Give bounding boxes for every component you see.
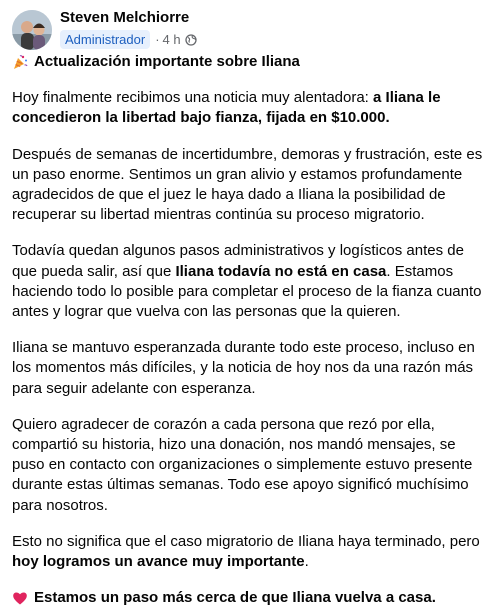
paragraph-1-text: Hoy finalmente recibimos una noticia muy alentadora: [12, 89, 374, 107]
post-subline [60, 30, 197, 49]
paragraph-2: Después de semanas de incertidumbre, demoras y frustración, este es un paso enorme. Sentimos un gran alivio y estamos profundamente agradecidos de que el juez le haya dado a Iliana la posibilidad de recuperar su libertad mientras continúa su proceso migratorio. [12, 145, 483, 224]
paragraph-1-bold: a Iliana le concedieron la libertad bajo fianza, fijada en $10.000. [12, 89, 441, 127]
avatar-photo-icon [12, 10, 52, 50]
party-popper-icon [12, 54, 28, 70]
post-body [12, 52, 485, 608]
post-meta [60, 8, 197, 49]
paragraph-6-text-a: Esto no significa que el caso migratorio de Iliana haya terminado, pero [12, 532, 480, 550]
paragraph-3-bold: Iliana todavía no está en casa [175, 262, 387, 280]
post-title-text: Actualización importante sobre Iliana [34, 53, 300, 70]
author-name[interactable]: Steven Melchiorre [60, 9, 190, 26]
post-header [12, 0, 485, 52]
paragraph-4: Iliana se mantuvo esperanzada durante todo este proceso, incluso en los momentos más difíciles, y la noticia de hoy nos da una razón más para seguir adelante con esperanza. [12, 339, 475, 397]
paragraph-5: Quiero agradecer de corazón a cada persona que rezó por ella, compartió su historia, hizo una donación, nos mandó mensajes, se puso en contacto con organizaciones o simplemente estuvo presente durante estas últimas semanas. Todo ese apoyo significó muchísimo para nosotros. [12, 415, 473, 514]
paragraph-6-text-c: . [304, 553, 309, 571]
post-timestamp[interactable]: 4 h [162, 32, 181, 47]
paragraph-3 [12, 241, 485, 322]
paragraph-3-text-a: Todavía quedan algunos pasos administrativos y logísticos antes de que pueda salir, así que [12, 242, 464, 280]
paragraph-6 [12, 532, 485, 572]
paragraph-6-bold: hoy logramos un avance muy importante [12, 553, 305, 571]
closing-text: Estamos un paso más cerca de que Iliana vuelva a casa. [34, 589, 436, 607]
post-title [12, 52, 485, 72]
paragraph-1 [12, 88, 485, 128]
red-heart-icon [12, 590, 28, 606]
globe-icon[interactable] [185, 34, 197, 46]
closing-line [12, 588, 485, 608]
separator-dot: · [155, 32, 160, 47]
avatar[interactable] [12, 10, 52, 50]
role-badge[interactable]: Administrador [60, 30, 150, 49]
paragraph-3-text-c: . Estamos haciendo todo lo posible para completar el proceso de la fianza cuanto antes y lograr que vuelva con las personas que la quieren. [12, 262, 482, 321]
